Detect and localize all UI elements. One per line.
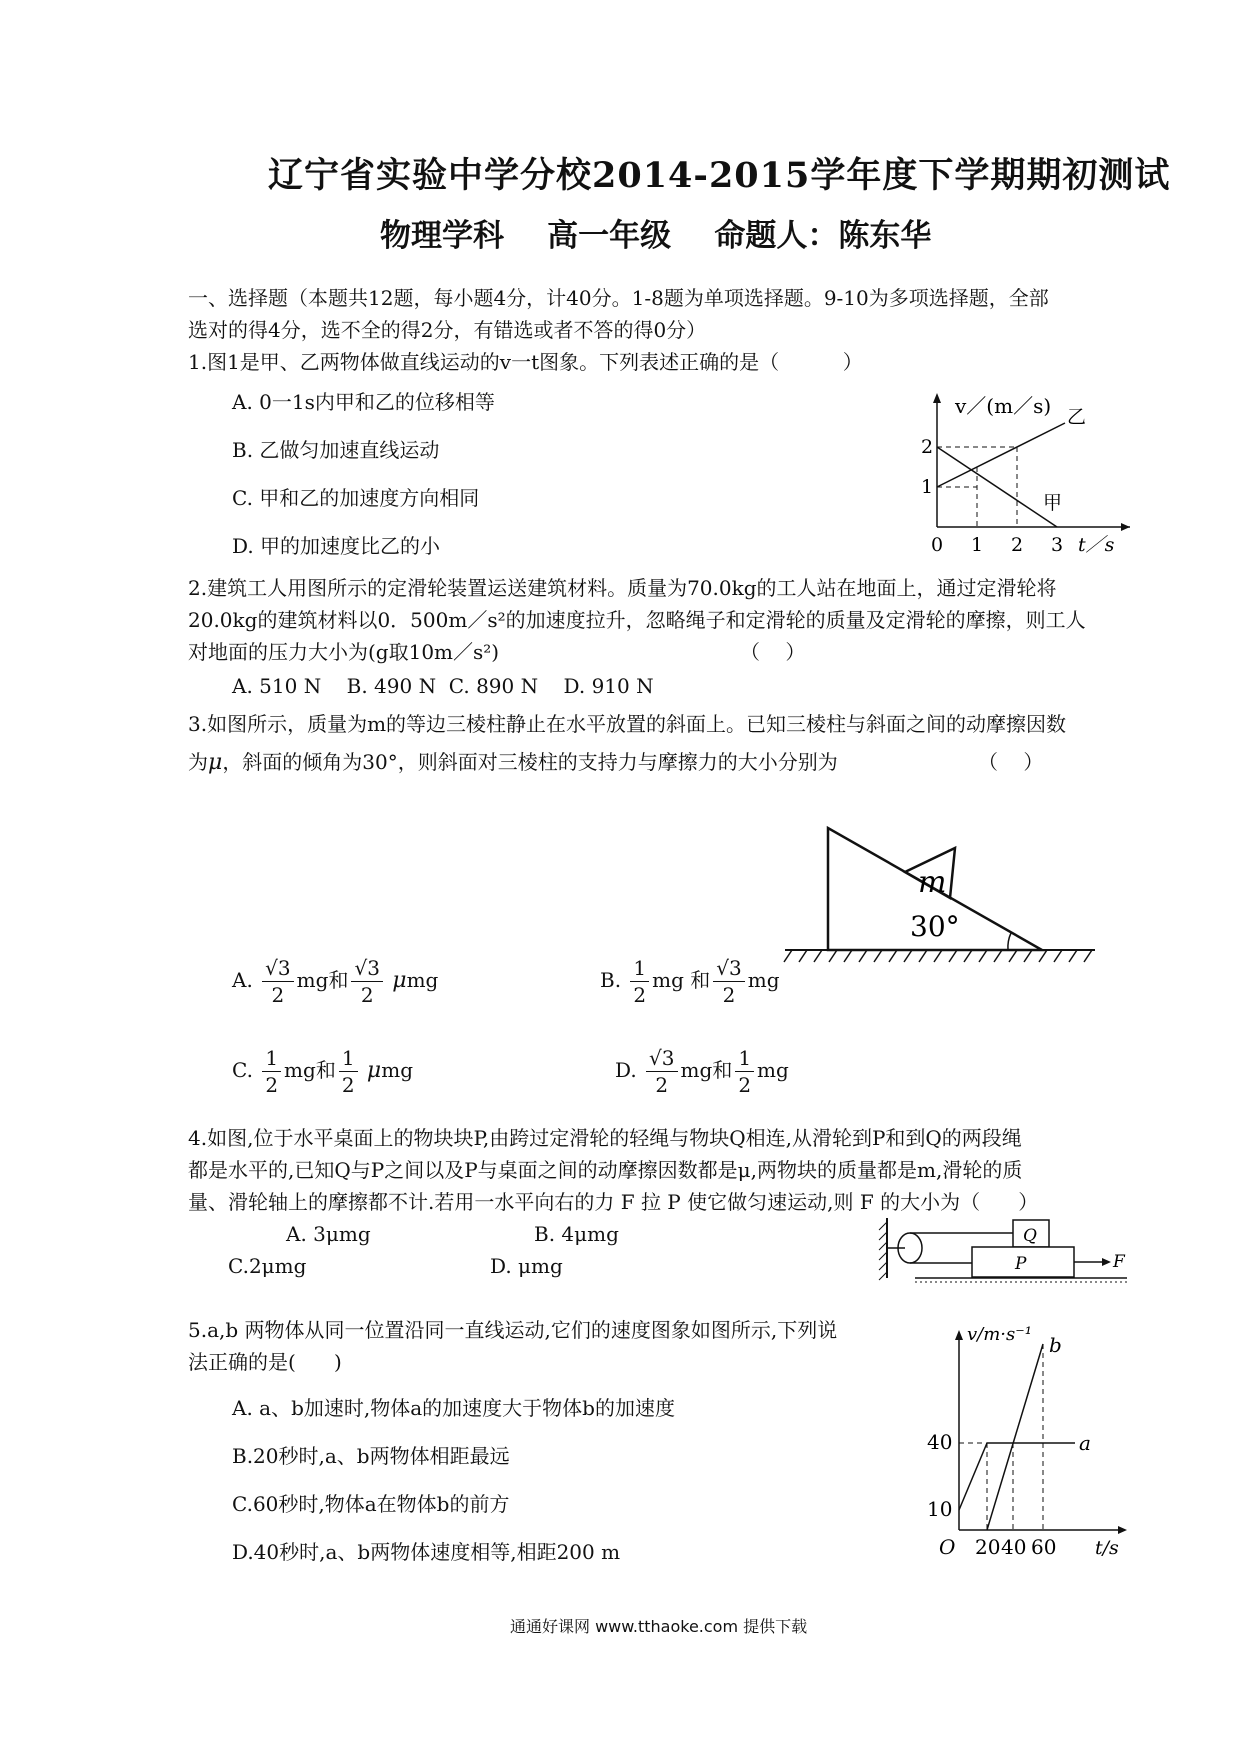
exam-title: 辽宁省实验中学分校2014-2015学年度下学期期初测试 (268, 155, 1171, 196)
q2-options: A. 510 N B. 490 N C. 890 N D. 910 N (232, 674, 654, 698)
q1-option-b: B. 乙做匀加速直线运动 (232, 438, 440, 462)
q5-origin: O (939, 1535, 956, 1558)
q1-option-d: D. 甲的加速度比乙的小 (232, 534, 441, 558)
q3-d-frac2: $\frac{1}{2}$ (735, 1045, 754, 1098)
q5-y-arrow (955, 1330, 963, 1340)
q4-line2: 都是水平的,已知Q与P之间以及P与桌面之间的动摩擦因数都是μ,两物块的质量都是m,滑轮的质 (188, 1158, 1023, 1182)
section-intro-line1: 一、选择题（本题共12题，每小题4分，计40分。1-8题为单项选择题。9-10为多项选择题，全部 (188, 286, 1049, 310)
q4-force-arrowhead (1102, 1258, 1111, 1266)
q3-line1: 3.如图所示，质量为m的等边三棱柱静止在水平放置的斜面上。已知三棱柱与斜面之间的动摩擦因数 (188, 712, 1067, 736)
q3-option-a-label: A. (232, 968, 253, 992)
q5-line1: 5.a,b 两物体从同一位置沿同一直线运动,它们的速度图象如图所示,下列说 (188, 1318, 838, 1342)
footer-source: 通通好课网 www.tthaoke.com 提供下载 (510, 1617, 808, 1636)
q4-pulley-figure (875, 1210, 1130, 1285)
q1-label-yi: 乙 (1067, 406, 1087, 428)
q4-option-a: A. 3μmg (286, 1222, 371, 1246)
q5-xtick-40: 40 (1001, 1535, 1027, 1558)
q4-wall-hatch (879, 1222, 887, 1280)
q3-b-frac2: $\frac{√3}{2}$ (713, 955, 744, 1008)
q3-option-c-label: C. (232, 1058, 253, 1082)
q1-xtick-0: 0 (931, 534, 944, 556)
q1-xtick-1: 1 (971, 534, 984, 556)
q1-graph-xlabel: t／s (1078, 534, 1115, 556)
q1-xtick-3: 3 (1051, 534, 1064, 556)
q5-line-b (987, 1344, 1043, 1530)
q5-vt-graph (925, 1318, 1130, 1558)
q1-xtick-2: 2 (1011, 534, 1024, 556)
q1-vt-graph (915, 385, 1135, 560)
q3-option-d: D. $\frac{√3}{2}$ mg和 $\frac{1}{2}$ mg (615, 1046, 789, 1097)
q3-ground-hatch (784, 950, 1092, 962)
q5-ytick-10: 10 (927, 1497, 953, 1521)
q2-answer-paren: （ ） (740, 640, 806, 664)
q3-option-c: C. $\frac{1}{2}$ mg和 $\frac{1}{2}$ μmg (232, 1046, 414, 1097)
q5-xtick-20: 20 (975, 1535, 1001, 1558)
q3-angle-arc (1008, 933, 1011, 950)
q2-line2: 20.0kg的建筑材料以0．500m／s²的加速度拉升，忽略绳子和定滑轮的质量及定滑轮的摩擦，则工人 (188, 608, 1086, 632)
q3-line2 (188, 746, 838, 779)
exam-subtitle: 物理学科 高一年级 命题人：陈东华 (380, 218, 932, 254)
q2-line3: 对地面的压力大小为(g取10m／s²) (188, 640, 500, 664)
q5-option-a: A. a、b加速时,物体a的加速度大于物体b的加速度 (232, 1396, 675, 1420)
section-intro-line2: 选对的得4分，选不全的得2分，有错选或者不答的得0分） (188, 318, 707, 342)
q1-ytick-2: 2 (921, 436, 934, 458)
q5-label-b: b (1049, 1333, 1062, 1357)
q4-option-d: D. μmg (490, 1254, 563, 1278)
q1-x-arrow (1121, 523, 1130, 531)
q1-ytick-1: 1 (921, 476, 934, 498)
q3-line2-rest: ，斜面的倾角为30°，则斜面对三棱柱的支持力与摩擦力的大小分别为 (222, 750, 838, 774)
q4-label-q: Q (1023, 1226, 1037, 1246)
q3-answer-paren: （ ） (978, 750, 1044, 774)
q3-mu-symbol: μ (208, 750, 223, 775)
q5-line2: 法正确的是( ) (188, 1350, 342, 1374)
q3-option-b: B. $\frac{1}{2}$ mg 和 $\frac{√3}{2}$ mg (600, 956, 780, 1007)
q1-line-yi (937, 423, 1065, 487)
q1-option-a: A. 0一1s内甲和乙的位移相等 (232, 390, 495, 414)
q3-line2-prefix: 为 (188, 750, 208, 774)
q5-option-d: D.40秒时,a、b两物体速度相等,相距200 m (232, 1540, 621, 1564)
q3-incline-figure (780, 820, 1100, 985)
q3-c-frac2: $\frac{1}{2}$ (339, 1045, 358, 1098)
q5-xtick-60: 60 (1031, 1535, 1057, 1558)
q1-stem: 1.图1是甲、乙两物体做直线运动的v一t图象。下列表述正确的是（ ） (188, 350, 863, 374)
q5-graph-ylabel: v/m·s⁻¹ (967, 1324, 1032, 1345)
q5-option-b: B.20秒时,a、b两物体相距最远 (232, 1444, 510, 1468)
q4-option-b: B. 4μmg (534, 1222, 619, 1246)
q5-x-arrow (1118, 1526, 1127, 1534)
q1-y-arrow (933, 393, 941, 403)
q5-line-a-rise (959, 1443, 987, 1510)
q1-label-jia: 甲 (1043, 492, 1063, 514)
q4-label-p: P (1015, 1254, 1027, 1274)
q4-option-c: C.2μmg (228, 1254, 307, 1278)
q3-a-frac1: $\frac{√3}{2}$ (262, 955, 293, 1008)
q4-line1: 4.如图,位于水平桌面上的物块块P,由跨过定滑轮的轻绳与物块Q相连,从滑轮到P和到Q的两段绳 (188, 1126, 1022, 1150)
q4-label-f: F (1113, 1252, 1125, 1272)
q5-graph-xlabel: t/s (1095, 1537, 1119, 1558)
q5-ytick-40: 40 (927, 1430, 953, 1454)
q3-a-frac2: $\frac{√3}{2}$ (351, 955, 382, 1008)
q3-c-frac1: $\frac{1}{2}$ (262, 1045, 281, 1098)
q3-d-frac1: $\frac{√3}{2}$ (646, 1045, 677, 1098)
q2-line1: 2.建筑工人用图所示的定滑轮装置运送建筑材料。质量为70.0kg的工人站在地面上，通过定滑轮将 (188, 576, 1057, 600)
q3-b-frac1: $\frac{1}{2}$ (630, 955, 649, 1008)
q4-line3: 量、滑轮轴上的摩擦都不计.若用一水平向右的力 F 拉 P 使它做匀速运动,则 F 的大小为（ ） (188, 1190, 1039, 1214)
q5-option-c: C.60秒时,物体a在物体b的前方 (232, 1492, 510, 1516)
q3-angle-label: 30° (910, 910, 960, 943)
q3-option-a: A. $\frac{√3}{2}$ mg和 $\frac{√3}{2}$ μmg (232, 956, 439, 1007)
q3-option-d-label: D. (615, 1058, 637, 1082)
q1-graph-ylabel: v／(m／s) (955, 394, 1052, 418)
q3-mass-label: m (918, 865, 947, 900)
q3-option-b-label: B. (600, 968, 622, 992)
q5-label-a: a (1079, 1431, 1091, 1455)
q1-option-c: C. 甲和乙的加速度方向相同 (232, 486, 480, 510)
